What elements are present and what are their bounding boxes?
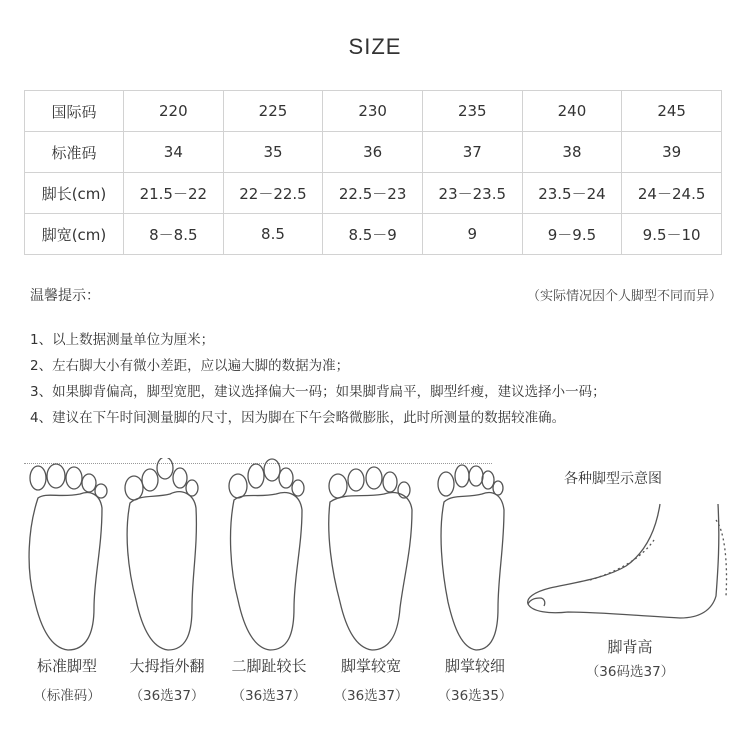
foot-bunion-icon [120, 458, 214, 654]
foot-label-bunion: 大拇指外翻 [129, 657, 205, 675]
table-cell: 35 [223, 132, 323, 173]
table-cell: 34 [124, 132, 224, 173]
tips-list [30, 327, 606, 431]
table-cell: 23－23.5 [422, 173, 522, 214]
side-label: 脚背高 [607, 638, 653, 656]
high-instep-foot-icon [520, 500, 732, 630]
table-cell: 8.5 [223, 214, 323, 255]
row-header: 脚宽(cm) [25, 214, 124, 255]
table-row [25, 214, 722, 255]
table-cell: 38 [522, 132, 622, 173]
table-cell: 22.5－23 [323, 173, 423, 214]
table-row [25, 91, 722, 132]
foot-label-narrow: 脚掌较细 [444, 657, 505, 675]
side-title: 各种脚型示意图 [564, 471, 662, 487]
table-row [25, 173, 722, 214]
table-cell: 24－24.5 [622, 173, 722, 214]
tip-item-1: 1、以上数据测量单位为厘米； [30, 332, 215, 348]
foot-label-standard: 标准脚型 [36, 657, 97, 675]
foot-sub-standard: （标准码） [33, 688, 101, 704]
table-cell: 39 [622, 132, 722, 173]
table-cell: 8.5－9 [323, 214, 423, 255]
foot-sub-wide: （36选37） [333, 688, 409, 704]
table-cell: 225 [223, 91, 323, 132]
table-cell: 9 [422, 214, 522, 255]
table-cell: 36 [323, 132, 423, 173]
table-cell: 245 [622, 91, 722, 132]
tip-item-4: 4、建议在下午时间测量脚的尺寸，因为脚在下午会略微膨胀，此时所测量的数据较准确。 [30, 410, 566, 426]
table-cell: 23.5－24 [522, 173, 622, 214]
row-header: 国际码 [25, 91, 124, 132]
table-cell: 21.5－22 [124, 173, 224, 214]
table-cell: 37 [422, 132, 522, 173]
size-table [24, 90, 722, 255]
page-title: SIZE [348, 34, 402, 59]
table-cell: 8－8.5 [124, 214, 224, 255]
table-row [25, 132, 722, 173]
foot-sub-long-toe: （36选37） [231, 688, 307, 704]
foot-sub-narrow: （36选35） [437, 688, 513, 704]
tips-label: 温馨提示： [30, 288, 100, 304]
foot-label-wide: 脚掌较宽 [340, 657, 401, 675]
row-header: 标准码 [25, 132, 124, 173]
tip-item-2: 2、左右脚大小有微小差距，应以遍大脚的数据为准； [30, 358, 350, 374]
tip-item-3: 3、如果脚背偏高，脚型宽肥，建议选择偏大一码；如果脚背扁平，脚型纤瘦，建议选择小一码； [30, 384, 606, 400]
row-header: 脚长(cm) [25, 173, 124, 214]
table-cell: 9－9.5 [522, 214, 622, 255]
table-cell: 230 [323, 91, 423, 132]
table-cell: 235 [422, 91, 522, 132]
table-cell: 220 [124, 91, 224, 132]
side-sub: （36码选37） [585, 664, 675, 680]
foot-label-long-toe: 二脚趾较长 [231, 657, 307, 675]
foot-narrow-icon [428, 458, 522, 654]
tips-note: （实际情况因个人脚型不同而异） [526, 289, 722, 304]
foot-long-second-toe-icon [222, 458, 316, 654]
table-cell: 240 [522, 91, 622, 132]
table-cell: 9.5－10 [622, 214, 722, 255]
table-cell: 22－22.5 [223, 173, 323, 214]
foot-sub-bunion: （36选37） [129, 688, 205, 704]
foot-wide-icon [324, 458, 418, 654]
foot-standard-icon [20, 458, 114, 654]
